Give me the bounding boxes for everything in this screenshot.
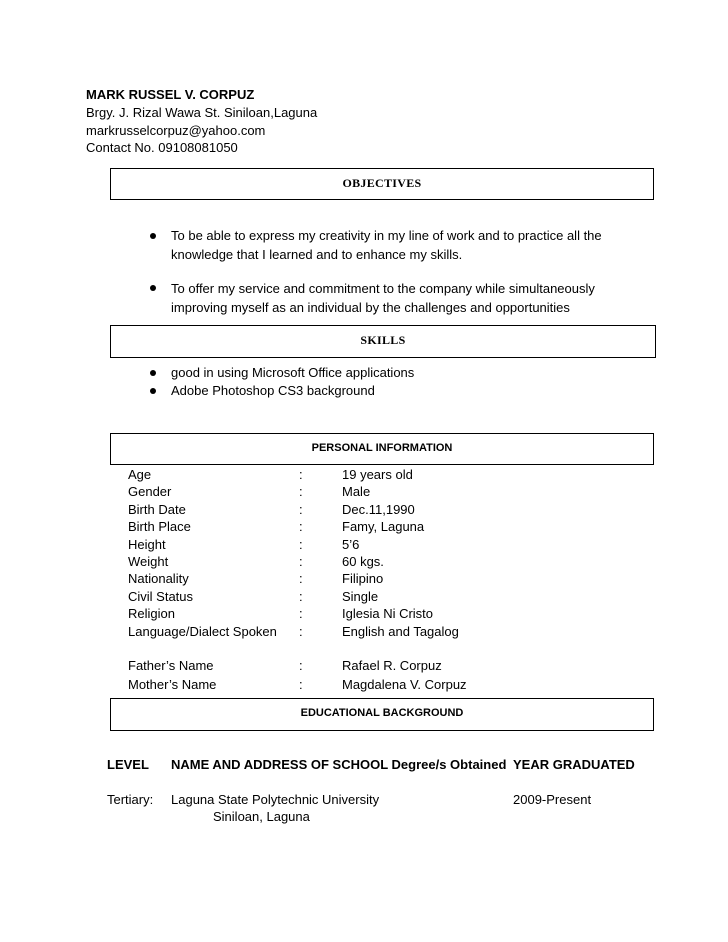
applicant-address: Brgy. J. Rizal Wawa St. Siniloan,Laguna [86,105,318,120]
bullet-icon [150,370,156,376]
skills-title: SKILLS [360,333,406,347]
info-row-age: Age : 19 years old [128,467,413,482]
education-entry-address: Siniloan, Laguna [213,809,310,824]
info-row-gender: Gender : Male [128,484,371,499]
info-row-religion: Religion : Iglesia Ni Cristo [128,606,434,621]
info-row-birth-place: Birth Place : Famy, Laguna [128,519,425,534]
objective-item-1-line-1: To be able to express my creativity in my line of work and to practice all the [171,228,602,243]
education-header-school: NAME AND ADDRESS OF SCHOOL Degree/s Obtained [171,757,507,772]
applicant-name: MARK RUSSEL V. CORPUZ [86,87,255,102]
personal-info-title: PERSONAL INFORMATION [311,442,453,454]
info-row-weight: Weight : 60 kgs. [128,554,384,569]
education-entry-level: Tertiary: [107,792,154,807]
objectives-section-title [110,168,654,200]
info-row-nationality: Nationality : Filipino [128,571,384,586]
education-header-year: YEAR GRADUATED [513,757,635,772]
education-entry-school: Laguna State Polytechnic University [171,792,380,807]
info-row-language: Language/Dialect Spoken : English and Tagalog [128,624,459,639]
skill-item-2: Adobe Photoshop CS3 background [171,383,375,398]
skills-section-title [110,325,656,358]
education-entry-year: 2009-Present [513,792,592,807]
bullet-icon [150,285,156,291]
personal-info-section-title [110,433,654,465]
applicant-contact: Contact No. 09108081050 [86,140,238,155]
objective-item-2-line-2: improving myself as an individual by the challenges and opportunities [171,300,570,315]
education-header-level: LEVEL [107,757,149,772]
info-row-mother: Mother’s Name : Magdalena V. Corpuz [128,677,467,692]
objectives-title: OBJECTIVES [342,176,422,190]
info-row-father: Father’s Name : Rafael R. Corpuz [128,658,442,673]
info-row-civil-status: Civil Status : Single [128,589,379,604]
education-title: EDUCATIONAL BACKGROUND [300,707,464,719]
info-row-height: Height : 5’6 [128,537,360,552]
bullet-icon [150,388,156,394]
bullet-icon [150,233,156,239]
applicant-email: markrusselcorpuz@yahoo.com [86,123,266,138]
objective-item-2-line-1: To offer my service and commitment to the company while simultaneously [171,281,595,296]
education-section-title [110,698,654,731]
info-row-birth-date: Birth Date : Dec.11,1990 [128,502,415,517]
objective-item-1-line-2: knowledge that I learned and to enhance my skills. [171,247,463,262]
skill-item-1: good in using Microsoft Office applications [171,365,415,380]
